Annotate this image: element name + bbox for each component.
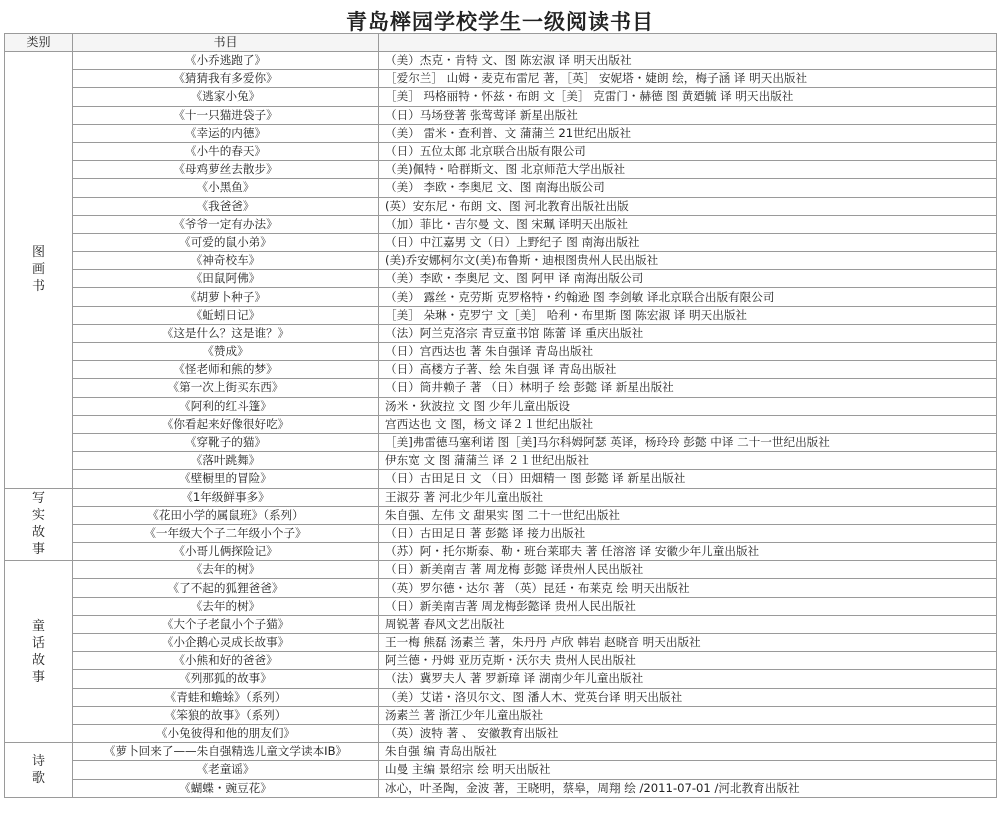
book-title: 《蝴蝶・豌豆花》 xyxy=(73,779,379,797)
table-row xyxy=(5,233,997,251)
table-row xyxy=(5,379,997,397)
book-info: （英）波特 著 、 安徽教育出版社 xyxy=(379,724,997,742)
book-info: 阿兰德・丹姆 亚历克斯・沃尔夫 贵州人民出版社 xyxy=(379,652,997,670)
book-info: 伊东宽 文 图 蒲蒲兰 译 ２１世纪出版社 xyxy=(379,452,997,470)
book-info: 王淑芬 著 河北少年儿童出版社 xyxy=(379,488,997,506)
book-info: 朱自强、左伟 文 甜果实 图 二十一世纪出版社 xyxy=(379,506,997,524)
book-title: 《幸运的内德》 xyxy=(73,124,379,142)
book-title: 《老童谣》 xyxy=(73,761,379,779)
book-title: 《小熊和好的爸爸》 xyxy=(73,652,379,670)
book-title: 《列那狐的故事》 xyxy=(73,670,379,688)
book-title: 《猜猜我有多爱你》 xyxy=(73,70,379,88)
table-row xyxy=(5,52,997,70)
book-info: （美） 露丝・克劳斯 克罗格特・约翰逊 图 李剑敏 译北京联合出版有限公司 xyxy=(379,288,997,306)
book-title: 《青蛙和蟾蜍》（系列） xyxy=(73,688,379,706)
table-row xyxy=(5,670,997,688)
table-row xyxy=(5,215,997,233)
book-title: 《逃家小兔》 xyxy=(73,88,379,106)
book-title: 《阿利的红斗篷》 xyxy=(73,397,379,415)
category-cell xyxy=(5,561,73,743)
book-title: 《田鼠阿佛》 xyxy=(73,270,379,288)
book-title: 《1年级鲜事多》 xyxy=(73,488,379,506)
table-row xyxy=(5,288,997,306)
page-title: 青岛榉园学校学生一级阅读书目 xyxy=(346,10,654,34)
table-row xyxy=(5,270,997,288)
book-info: 周锐著 春风文艺出版社 xyxy=(379,615,997,633)
book-info: （日）古田足日 文 （日）田畑精一 图 彭懿 译 新星出版社 xyxy=(379,470,997,488)
table-row xyxy=(5,70,997,88)
table-row xyxy=(5,706,997,724)
book-info: （日）筒井赖子 著 （日）林明子 绘 彭懿 译 新星出版社 xyxy=(379,379,997,397)
book-info: ［爱尔兰］ 山姆・麦克布雷尼 著，［英］ 安妮塔・婕朗 绘，梅子涵 译 明天出版社 xyxy=(379,70,997,88)
reading-list-table xyxy=(4,33,997,798)
book-info: (英）安东尼・布朗 文、图 河北教育出版社出版 xyxy=(379,197,997,215)
book-info: （加）菲比・吉尔曼 文、图 宋珮 译明天出版社 xyxy=(379,215,997,233)
table-row xyxy=(5,142,997,160)
book-info: （英）罗尔德・达尔 著 （英）昆廷・布莱克 绘 明天出版社 xyxy=(379,579,997,597)
book-info: （日）宫西达也 著 朱自强译 青岛出版社 xyxy=(379,343,997,361)
table-row xyxy=(5,506,997,524)
table-row xyxy=(5,88,997,106)
book-info: 王一梅 熊磊 汤素兰 著，朱丹丹 卢欣 韩岩 赵晓音 明天出版社 xyxy=(379,634,997,652)
book-info: 宫西达也 文 图，杨文 译２１世纪出版社 xyxy=(379,415,997,433)
category-label: 诗歌 xyxy=(31,753,45,786)
book-title: 《壁橱里的冒险》 xyxy=(73,470,379,488)
table-row xyxy=(5,106,997,124)
book-info: (美)乔安娜柯尔文(美)布鲁斯・迪根图贵州人民出版社 xyxy=(379,252,997,270)
book-title: 《蚯蚓日记》 xyxy=(73,306,379,324)
book-title: 《花田小学的属鼠班》（系列） xyxy=(73,506,379,524)
book-title: 《小牛的春天》 xyxy=(73,142,379,160)
table-row xyxy=(5,761,997,779)
book-title: 《我爸爸》 xyxy=(73,197,379,215)
header-category: 类别 xyxy=(5,34,73,52)
book-title: 《去年的树》 xyxy=(73,561,379,579)
book-title: 《穿靴子的猫》 xyxy=(73,433,379,451)
book-title: 《小企鹅心灵成长故事》 xyxy=(73,634,379,652)
book-title: 《小哥儿俩探险记》 xyxy=(73,543,379,561)
table-row xyxy=(5,124,997,142)
book-info: ［美]弗雷德马塞利诺 图［美]马尔科姆阿瑟 英译，杨玲玲 彭懿 中译 二十一世纪出版社 xyxy=(379,433,997,451)
header-row xyxy=(5,34,997,52)
table-row xyxy=(5,397,997,415)
table-row xyxy=(5,634,997,652)
table-row xyxy=(5,179,997,197)
table-row xyxy=(5,615,997,633)
table-row xyxy=(5,197,997,215)
book-info: （日）新美南吉著 周龙梅彭懿译 贵州人民出版社 xyxy=(379,597,997,615)
table-row xyxy=(5,161,997,179)
header-book: 书目 xyxy=(73,34,379,52)
book-title: 《萝卜回来了——朱自强精选儿童文学读本IB》 xyxy=(73,743,379,761)
book-info: 汤素兰 著 浙江少年儿童出版社 xyxy=(379,706,997,724)
table-body xyxy=(5,34,997,798)
table-row xyxy=(5,652,997,670)
table-row xyxy=(5,579,997,597)
book-title: 《小乔逃跑了》 xyxy=(73,52,379,70)
category-cell xyxy=(5,52,73,489)
table-row xyxy=(5,488,997,506)
book-info: （日）马场登著 张莺莺译 新星出版社 xyxy=(379,106,997,124)
book-info: （美） 雷米・查利普、文 蒲蒲兰 21世纪出版社 xyxy=(379,124,997,142)
table-row xyxy=(5,724,997,742)
table-row xyxy=(5,470,997,488)
book-title: 《小兔彼得和他的朋友们》 xyxy=(73,724,379,742)
table-row xyxy=(5,415,997,433)
book-title: 《一年级大个子二年级小个子》 xyxy=(73,524,379,542)
book-info: 朱自强 编 青岛出版社 xyxy=(379,743,997,761)
book-title: 《小黑鱼》 xyxy=(73,179,379,197)
book-title: 《大个子老鼠小个子猫》 xyxy=(73,615,379,633)
book-info: （法）冀罗夫人 著 罗新璋 译 湖南少年儿童出版社 xyxy=(379,670,997,688)
book-title: 《第一次上街买东西》 xyxy=(73,379,379,397)
book-title: 《这是什么？这是谁？》 xyxy=(73,324,379,342)
book-info: （日）高楼方子著、绘 朱自强 译 青岛出版社 xyxy=(379,361,997,379)
book-title: 《赞成》 xyxy=(73,343,379,361)
table-row xyxy=(5,524,997,542)
category-cell xyxy=(5,743,73,798)
table-row xyxy=(5,324,997,342)
book-info: （美）杰克・肯特 文、图 陈宏淑 译 明天出版社 xyxy=(379,52,997,70)
book-info: （美）艾诺・洛贝尔文、图 潘人木、党英台译 明天出版社 xyxy=(379,688,997,706)
category-label: 图画书 xyxy=(31,245,45,295)
table-row xyxy=(5,433,997,451)
category-label: 写实故事 xyxy=(31,491,45,558)
book-title: 《母鸡萝丝去散步》 xyxy=(73,161,379,179)
book-info: ［美］ 朵琳・克罗宁 文［美］ 哈利・布里斯 图 陈宏淑 译 明天出版社 xyxy=(379,306,997,324)
book-info: 汤米・狄波拉 文 图 少年儿童出版设 xyxy=(379,397,997,415)
book-title: 《可爱的鼠小弟》 xyxy=(73,233,379,251)
book-title: 《了不起的狐狸爸爸》 xyxy=(73,579,379,597)
book-info: （法）阿兰克洛宗 青豆童书馆 陈蕾 译 重庆出版社 xyxy=(379,324,997,342)
book-info: （美） 李欧・李奥尼 文、图 南海出版公司 xyxy=(379,179,997,197)
table-row xyxy=(5,252,997,270)
book-info: （日）古田足日 著 彭懿 译 接力出版社 xyxy=(379,524,997,542)
table-row xyxy=(5,743,997,761)
book-info: （美)佩特・哈群斯文、图 北京师范大学出版社 xyxy=(379,161,997,179)
table-row xyxy=(5,543,997,561)
book-info: （苏）阿・托尔斯泰、勒・班台莱耶夫 著 任溶溶 译 安徽少年儿童出版社 xyxy=(379,543,997,561)
book-info: （日）五位太郎 北京联合出版有限公司 xyxy=(379,142,997,160)
category-label: 童话故事 xyxy=(31,618,45,685)
book-title: 《十一只猫进袋子》 xyxy=(73,106,379,124)
table-row xyxy=(5,361,997,379)
book-info: （日）新美南吉 著 周龙梅 彭懿 译贵州人民出版社 xyxy=(379,561,997,579)
table-row xyxy=(5,779,997,797)
table-row xyxy=(5,343,997,361)
table-row xyxy=(5,561,997,579)
table-row xyxy=(5,452,997,470)
book-info: （日）中江嘉男 文（日）上野纪子 图 南海出版社 xyxy=(379,233,997,251)
book-title: 《怪老师和熊的梦》 xyxy=(73,361,379,379)
book-title: 《爷爷一定有办法》 xyxy=(73,215,379,233)
book-info: 山曼 主编 景绍宗 绘 明天出版社 xyxy=(379,761,997,779)
table-row xyxy=(5,688,997,706)
category-cell xyxy=(5,488,73,561)
book-info: 冰心，叶圣陶，金波 著，王晓明，蔡皋，周翔 绘 /2011-07-01 /河北教育出版社 xyxy=(379,779,997,797)
book-title: 《你看起来好像很好吃》 xyxy=(73,415,379,433)
table-row xyxy=(5,597,997,615)
book-title: 《胡萝卜种子》 xyxy=(73,288,379,306)
book-info: ［美］ 玛格丽特・怀兹・布朗 文［美］ 克雷门・赫德 图 黄廼毓 译 明天出版社 xyxy=(379,88,997,106)
book-title: 《笨狼的故事》（系列） xyxy=(73,706,379,724)
book-title: 《去年的树》 xyxy=(73,597,379,615)
header-info xyxy=(379,34,997,52)
table-row xyxy=(5,306,997,324)
book-info: （美）李欧・李奥尼 文、图 阿甲 译 南海出版公司 xyxy=(379,270,997,288)
book-title: 《神奇校车》 xyxy=(73,252,379,270)
book-title: 《落叶跳舞》 xyxy=(73,452,379,470)
